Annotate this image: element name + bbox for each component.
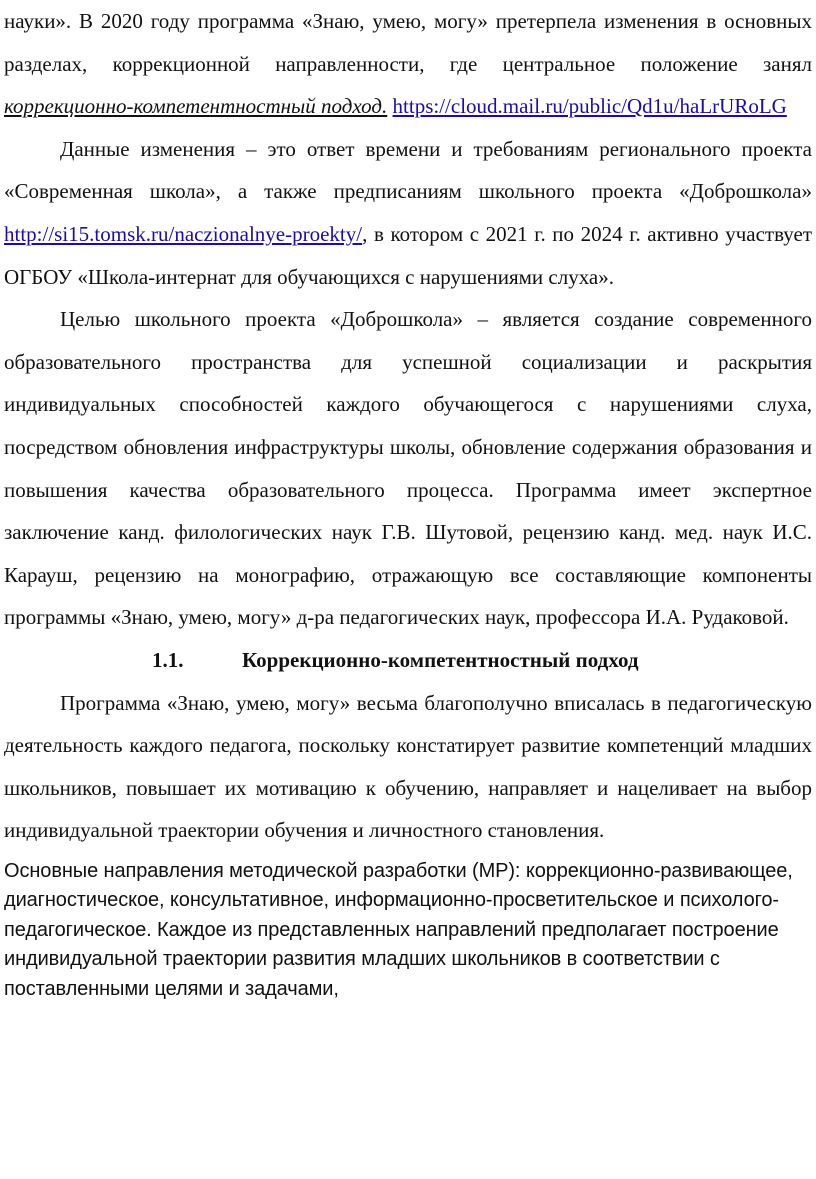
si15-tomsk-link[interactable]: http://si15.tomsk.ru/naczionalnye-proekty/	[4, 221, 363, 246]
paragraph-text: Данные изменения – это ответ времени и требованиям регионального проекта «Современная школа», а также предписаниям школьного проекта «Доброшкола»	[4, 136, 812, 204]
emphasis-approach: коррекционно-компетентностный подход.	[4, 94, 388, 119]
paragraph-project-goal: Целью школьного проекта «Доброшкола» – является создание современного образовательного пространства для успешной социализации и раскрытия индивидуальных способностей каждого обучающегося с нарушениями слуха, посредством обновления инфраструктуры школы, обновление содержания образования и повышения качества образовательного процесса. Программа имеет экспертное заключение канд. филологических наук Г.В. Шутовой, рецензию канд. мед. наук И.С. Карауш, рецензию на монографию, отражающую все составляющие компоненты программы «Знаю, умею, могу» д-ра педагогических наук, профессора И.А. Рудаковой.	[4, 307, 812, 630]
paragraph-text: , в котором с 2021 г. по 2024 г. активно участвует ОГБОУ «Школа-интернат для обучающихся с нарушениями слуха».	[4, 221, 812, 289]
cloud-mail-link[interactable]: https://cloud.mail.ru/public/Qd1u/haLrURoLG	[392, 94, 787, 119]
paragraph-program-changes	[4, 0, 812, 128]
paragraph-program-fit: Программа «Знаю, умею, могу» весьма благополучно вписалась в педагогическую деятельность каждого педагога, поскольку констатирует развитие компетенций младших школьников, повышает их мотивацию к обучению, направляет и нацеливает на выбор индивидуальной траектории обучения и личностного становления.	[4, 690, 812, 843]
section-title: Коррекционно-компетентностный подход	[242, 647, 639, 672]
paragraph-main-directions: Основные направления методической разработки (МР): коррекционно-развивающее, диагностическое, консультативное, информационно-просветительское и психолого-педагогическое. Каждое из представленных направлений предполагает построение индивидуальной траектории развития младших школьников в соответствии с поставленными целями и задачами,	[4, 859, 793, 1000]
section-number: 1.1.	[152, 647, 184, 672]
paragraph-regional-project	[4, 128, 812, 298]
section-heading	[4, 639, 812, 682]
paragraph-text: науки». В 2020 году программа «Знаю, умею, могу» претерпела изменения в основных разделах, коррекционной направленности, где центральное положение занял	[4, 9, 812, 76]
